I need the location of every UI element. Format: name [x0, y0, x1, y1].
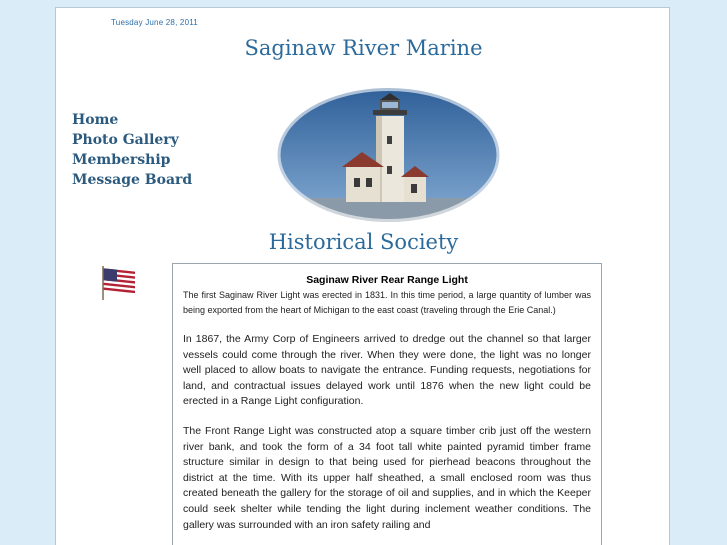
article-box [172, 263, 602, 545]
nav-membership-link[interactable]: Membership [72, 152, 171, 168]
nav-photo-gallery-link[interactable]: Photo Gallery [72, 132, 179, 148]
article-paragraph: The first Saginaw River Light was erected in 1831. In this time period, a large quantity of lumber was being exported from the heart of Michigan to the east coast (traveling through the Erie Canal.) [183, 290, 591, 315]
lighthouse-photo [276, 86, 501, 224]
article-paragraph: In 1867, the Army Corp of Engineers arrived to dredge out the channel so that larger vessels could come through the river. When they were done, the light was no longer well placed to allow boats to navigate the entrance. Funding requests, negotiations for land, and contractual issues delayed work until 1876 when the new light could be erected in a Range Light configuration. [183, 333, 591, 408]
article-paragraph: The Front Range Light was constructed atop a square timber crib just off the western river bank, and took the form of a 34 foot tall white painted pyramid timber frame structure similar in design to that being used for pierhead beacons throughout the district at the time. With its upper half sheathed, a small enclosed room was thus created beneath the gallery for the storage of oil and supplies, and in which the Keeper could seek shelter while tending the light during inclement weather conditions. The gallery was surrounded with an iron safety railing and [183, 424, 591, 531]
main-nav [72, 110, 192, 190]
us-flag-icon [101, 264, 137, 302]
current-date: Tuesday June 28, 2011 [111, 18, 198, 27]
site-title: Saginaw River Marine [244, 36, 483, 60]
page-container [55, 7, 670, 545]
nav-message-board-link[interactable]: Message Board [72, 172, 193, 188]
nav-home-link[interactable]: Home [72, 112, 119, 128]
article-title: Saginaw River Rear Range Light [306, 274, 468, 286]
section-title: Historical Society [268, 230, 459, 254]
